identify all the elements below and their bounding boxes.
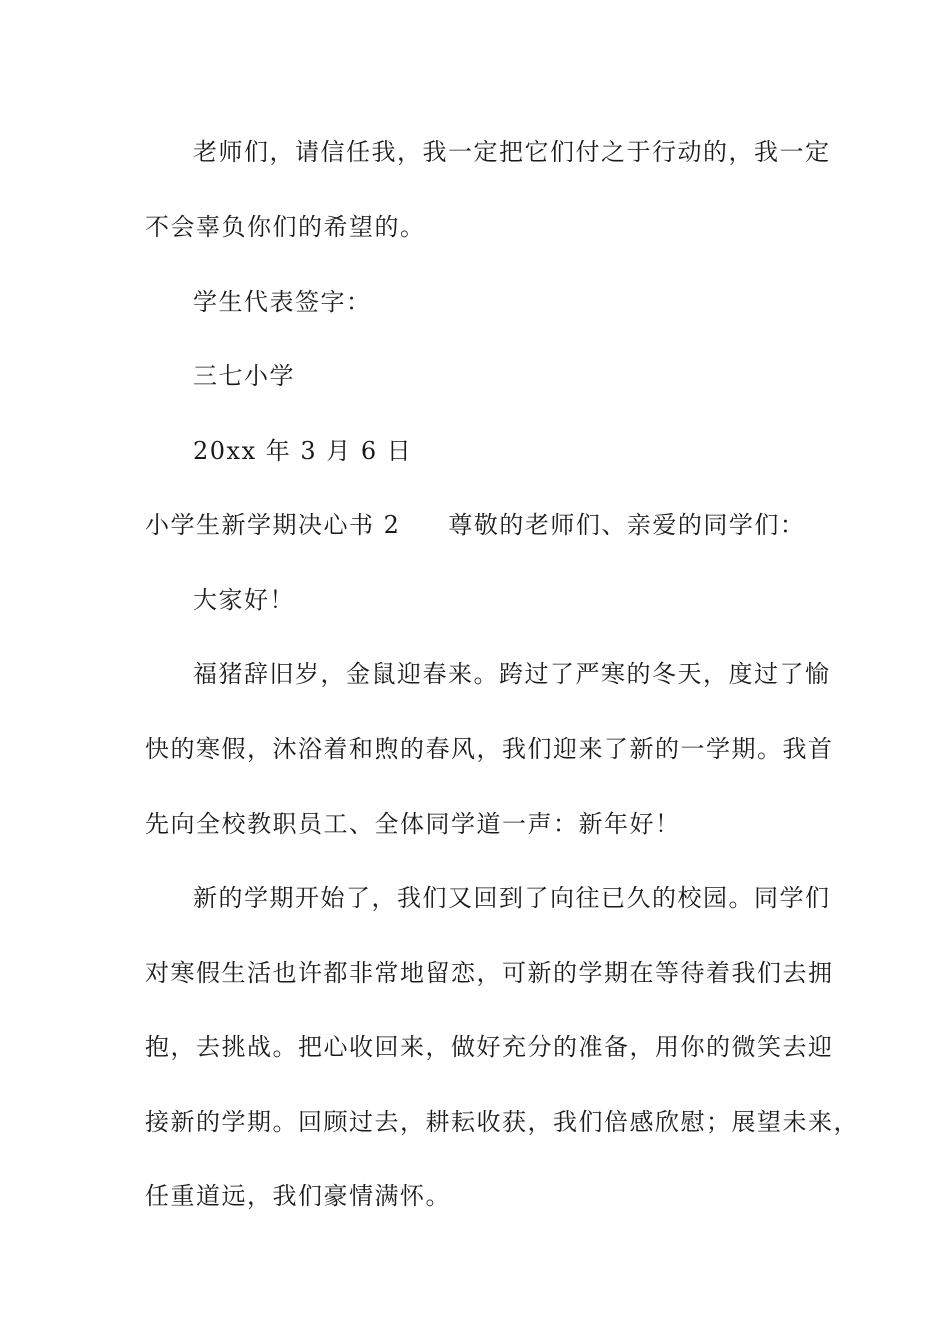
greeting: 大家好！ [193,586,295,614]
paragraph-3-line-3: 抱，去挑战。把心收回来，做好充分的准备，用你的微笑去迎 [145,1033,834,1061]
school-name: 三七小学 [193,362,295,390]
paragraph-2-line-2: 快的寒假，沐浴着和煦的春风，我们迎来了新的一学期。我首 [145,735,834,763]
date-line: 20xx 年 3 月 6 日 [193,437,413,465]
paragraph-3-line-2: 对寒假生活也许都非常地留恋，可新的学期在等待着我们去拥 [145,959,834,987]
paragraph-2-line-3: 先向全校教职员工、全体同学道一声：新年好！ [145,810,681,838]
section-2-salutation: 尊敬的老师们、亲爱的同学们： [448,511,806,539]
paragraph-3-line-5: 任重道远，我们豪情满怀。 [145,1182,451,1210]
paragraph-1-line-2: 不会辜负你们的希望的。 [145,213,426,241]
section-2-heading [145,509,825,541]
paragraph-1-line-1: 老师们，请信任我，我一定把它们付之于行动的，我一定 [193,138,831,166]
paragraph-2-line-1: 福猪辞旧岁，金鼠迎春来。跨过了严寒的冬天，度过了愉 [193,660,831,688]
signature-label: 学生代表签字： [193,288,372,316]
paragraph-3-line-1: 新的学期开始了，我们又回到了向往已久的校园。同学们 [193,884,831,912]
paragraph-3-line-4: 接新的学期。回顾过去，耕耘收获，我们倍感欣慰；展望未来， [145,1108,859,1136]
section-2-title: 小学生新学期决心书 2 [145,511,401,539]
